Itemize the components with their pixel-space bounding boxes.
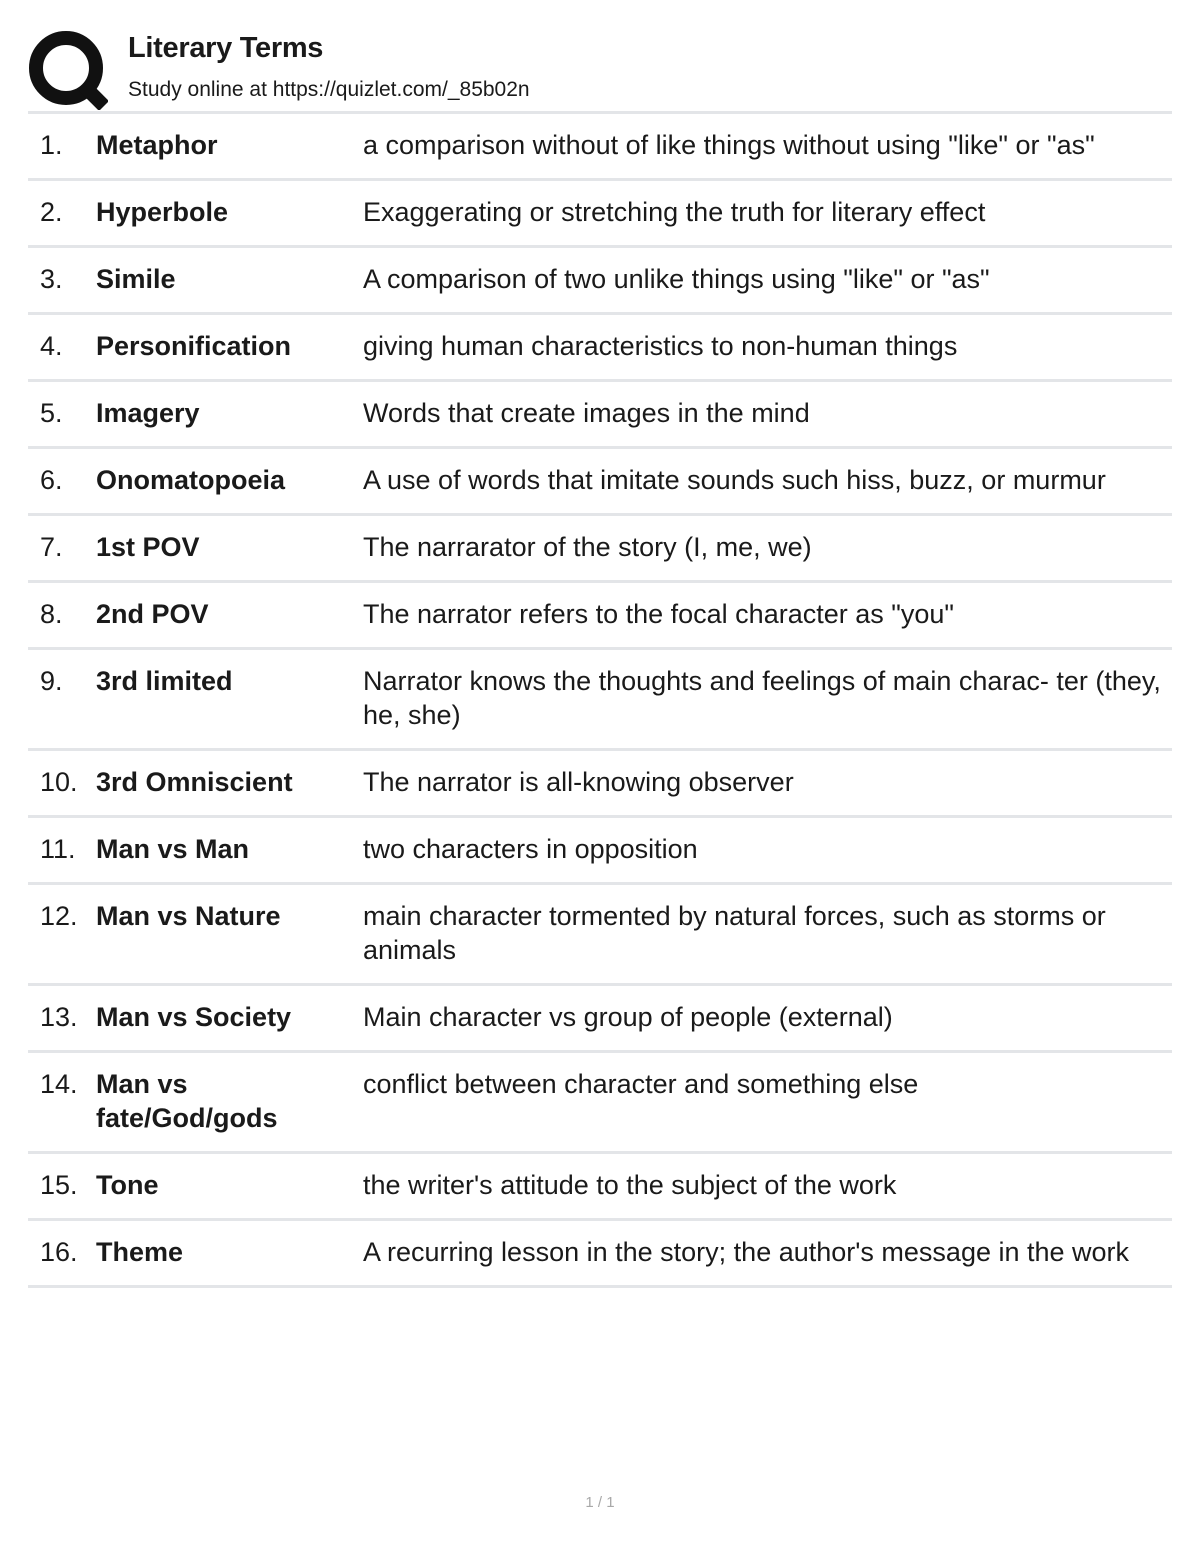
term-number: 2. [40,197,63,227]
term-row [28,315,1172,382]
term-definition: giving human characteristics to non-human things [363,331,958,361]
terms-table [28,111,1172,1288]
term-name: Metaphor [96,130,218,160]
term-name: 2nd POV [96,599,209,629]
term-name: 1st POV [96,532,200,562]
term-name: Hyperbole [96,197,229,227]
term-number: 7. [40,532,63,562]
term-definition: the writer's attitude to the subject of the work [363,1170,897,1200]
term-number: 9. [40,666,63,696]
page-header [28,28,1172,108]
term-name: 3rd limited [96,666,233,696]
term-number: 4. [40,331,63,361]
term-definition: Exaggerating or stretching the truth for literary effect [363,197,986,227]
term-definition: The narrator refers to the focal character as "you" [363,599,954,629]
term-row [28,382,1172,449]
term-row [28,885,1172,986]
term-definition: A comparison of two unlike things using "like" or "as" [363,264,990,294]
term-row [28,751,1172,818]
term-name: Man vs Nature [96,901,281,931]
term-row [28,516,1172,583]
term-name: Man vs fate/God/gods [96,1069,278,1133]
quizlet-logo-icon [28,30,108,110]
term-number: 11. [40,834,76,864]
term-row [28,650,1172,751]
term-row [28,181,1172,248]
term-name: Man vs Society [96,1002,292,1032]
term-row [28,114,1172,181]
term-row [28,1221,1172,1288]
term-number: 5. [40,398,63,428]
term-name: Imagery [96,398,200,428]
term-number: 16. [40,1237,78,1267]
term-name: 3rd Omniscient [96,767,293,797]
term-number: 10. [40,767,78,797]
term-number: 3. [40,264,63,294]
term-definition: The narrarator of the story (I, me, we) [363,532,812,562]
term-row [28,248,1172,315]
term-name: Onomatopoeia [96,465,286,495]
term-number: 15. [40,1170,78,1200]
term-definition: a comparison without of like things without using "like" or "as" [363,130,1095,160]
term-row [28,818,1172,885]
term-definition: The narrator is all-knowing observer [363,767,794,797]
term-definition: two characters in opposition [363,834,698,864]
term-number: 1. [40,130,63,160]
term-row [28,449,1172,516]
study-online-link[interactable]: Study online at https://quizlet.com/_85b02n [128,78,530,101]
term-row [28,1154,1172,1221]
term-definition: main character tormented by natural forces, such as storms or animals [363,901,1106,965]
term-row [28,583,1172,650]
page-indicator: 1 / 1 [585,1494,615,1511]
term-definition: A use of words that imitate sounds such hiss, buzz, or murmur [363,465,1106,495]
term-row [28,986,1172,1053]
page-title: Literary Terms [128,32,324,64]
term-name: Tone [96,1170,159,1200]
term-number: 14. [40,1069,78,1099]
term-definition: Words that create images in the mind [363,398,810,428]
term-number: 12. [40,901,78,931]
term-definition: Main character vs group of people (external) [363,1002,893,1032]
term-number: 13. [40,1002,78,1032]
term-name: Man vs Man [96,834,250,864]
term-name: Personification [96,331,292,361]
term-name: Simile [96,264,176,294]
term-number: 6. [40,465,63,495]
term-row [28,1053,1172,1154]
term-name: Theme [96,1237,184,1267]
term-number: 8. [40,599,63,629]
term-definition: A recurring lesson in the story; the author's message in the work [363,1237,1130,1267]
term-definition: Narrator knows the thoughts and feelings of main charac- ter (they, he, she) [363,666,1161,730]
term-definition: conflict between character and something else [363,1069,919,1099]
